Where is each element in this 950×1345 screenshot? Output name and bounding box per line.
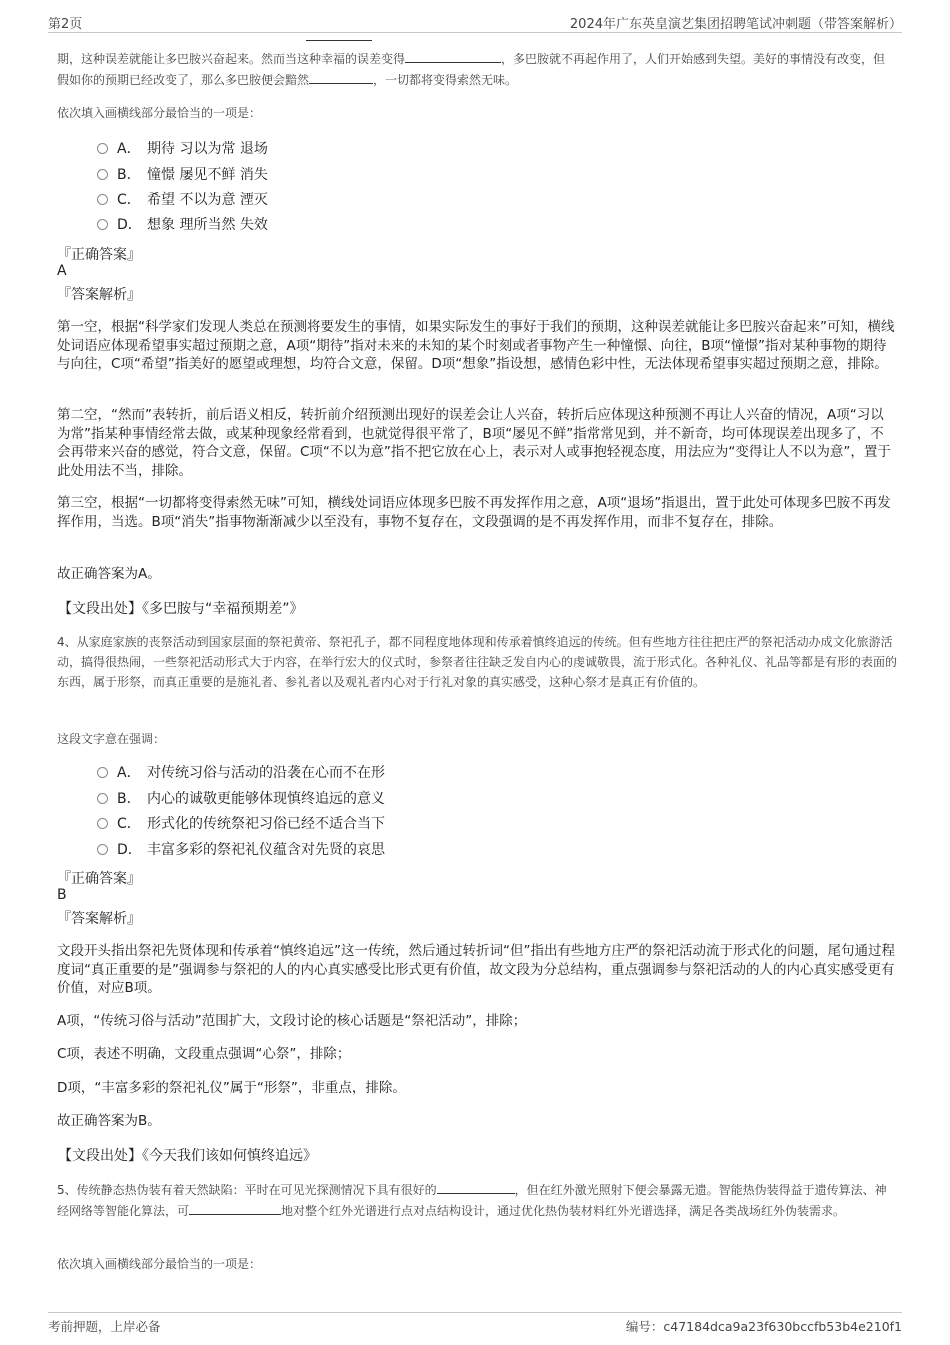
q5-prompt: 依次填入画横线部分最恰当的一项是：: [57, 1257, 262, 1271]
q3-option-a[interactable]: A． 期待 习以为常 退场: [97, 139, 268, 159]
q3-conclusion: 故正确答案为A。: [57, 566, 161, 582]
q3-prompt: 依次填入画横线部分最恰当的一项是：: [57, 106, 262, 120]
q4-option-b[interactable]: B． 内心的诚敬更能够体现慎终追远的意义: [97, 789, 385, 809]
q3-option-d[interactable]: D． 想象 理所当然 失效: [97, 215, 268, 235]
q5-stem: 5、传统静态热伪装有着天然缺陷：平时在可见光探测情况下具有很好的 ，但在红外激光照射下便会暴露无遗。智能热伪装得益于遗传算法、神经网络等智能化算法，可 地对整个红外光谱进行点对点结构设计，通过优化热伪装材料红外光谱选择，满足各类战场红外伪装需求。: [57, 1180, 897, 1222]
radio-icon[interactable]: [97, 793, 108, 804]
blank-1: [437, 1180, 515, 1194]
q4-analysis-label: 『答案解析』: [57, 911, 141, 927]
radio-icon[interactable]: [97, 818, 108, 829]
q3-source: 【文段出处】《多巴胺与“幸福预期差”》: [58, 601, 304, 617]
radio-icon[interactable]: [97, 844, 108, 855]
document-id: 编号：c47184dca9a23f630bccfb53b4e210f1: [625, 1319, 902, 1334]
q3-analysis-label: 『答案解析』: [57, 287, 141, 303]
q4-source: 【文段出处】《今天我们该如何慎终追远》: [58, 1148, 317, 1164]
blank-1: [405, 49, 501, 63]
q4-answer-label: 『正确答案』: [57, 871, 141, 887]
q4-analysis-para-2: A项，“传统习俗与活动”范围扩大，文段讨论的核心话题是“祭祀活动”，排除；: [57, 1013, 527, 1029]
q4-analysis-para-3: C项，表述不明确，文段重点强调“心祭”，排除；: [57, 1046, 351, 1062]
document-title: 2024年广东英皇演艺集团招聘笔试冲刺题（带答案解析）: [569, 17, 902, 32]
blank-2: [189, 1201, 281, 1215]
q3-option-b[interactable]: B． 憧憬 屡见不鲜 消失: [97, 165, 268, 185]
q3-option-c[interactable]: C． 希望 不以为意 湮灭: [97, 190, 268, 210]
q4-option-a[interactable]: A． 对传统习俗与活动的沿袭在心而不在形: [97, 763, 385, 783]
footer-slogan: 考前押题，上岸必备: [48, 1319, 161, 1334]
radio-icon[interactable]: [97, 143, 108, 154]
radio-icon[interactable]: [97, 194, 108, 205]
q3-answer-label: 『正确答案』: [57, 247, 141, 263]
q4-analysis-para-4: D项，“丰富多彩的祭祀礼仪”属于“形祭”，非重点，排除。: [57, 1080, 406, 1096]
q4-option-d[interactable]: D． 丰富多彩的祭祀礼仪蕴含对先贤的哀思: [97, 840, 385, 860]
blank-2: [309, 70, 373, 84]
page-header: [48, 10, 902, 33]
q4-prompt: 这段文字意在强调：: [57, 732, 166, 746]
q4-analysis-para-1: 文段开头指出祭祀先贤体现和传承着“慎终追远”这一传统，然后通过转折词“但”指出有些地方庄严的祭祀活动流于形式化的问题，尾句通过程度词“真正重要的是”强调参与祭祀的人的内心真实感受比形式更有价值，故文段为分总结构，重点强调参与祭祀活动的人的内心真实感受更有价值，对应B项。: [57, 943, 895, 996]
radio-icon[interactable]: [97, 767, 108, 778]
answer-blank-line: [306, 40, 372, 41]
q4-conclusion: 故正确答案为B。: [57, 1113, 161, 1129]
page-number: 第2页: [48, 17, 83, 32]
q4-answer: B: [57, 887, 67, 903]
q3-analysis-para-2: 第二空，“然而”表转折，前后语义相反，转折前介绍预测出现好的误差会让人兴奋，转折后应体现这种预测不再让人兴奋的情况，A项“习以为常”指某种事情经常去做，或某种现象经常看到，也就觉得很平常了，B项“屡见不鲜”指常常见到，并不新奇，均可体现误差出现多了，不会再带来兴奋的感觉，符合文意，保留。C项“不以为意”指不把它放在心上，表示对人或事抱轻视态度，用法应为“变得让人不以为意”，置于此处用法不当，排除。: [57, 407, 891, 479]
q4-stem: 4、从家庭家族的丧祭活动到国家层面的祭祀黄帝、祭祀孔子，都不同程度地体现和传承着慎终追远的传统。但有些地方往往把庄严的祭祀活动办成文化旅游活动，搞得很热闹，一些祭祀活动形式大于内容，在举行宏大的仪式时，参祭者往往缺乏发自内心的虔诚敬畏，流于形式化。各种礼仪、礼品等都是有形的表面的东西，属于形祭，而真正重要的是施礼者、参礼者以及观礼者内心对于行礼对象的真实感受，这种心祭才是真正有价值的。: [57, 635, 898, 689]
radio-icon[interactable]: [97, 169, 108, 180]
q3-analysis-para-3: 第三空，根据“一切都将变得索然无味”可知，横线处词语应体现多巴胺不再发挥作用之意，A项“退场”指退出，置于此处可体现多巴胺不再发挥作用，当选。B项“消失”指事物渐渐减少以至没有，事物不复存在，文段强调的是不再发挥作用，而非不复存在，排除。: [57, 495, 891, 530]
radio-icon[interactable]: [97, 219, 108, 230]
q3-stem: 期，这种误差就能让多巴胺兴奋起来。然而当这种幸福的误差变得 ，多巴胺就不再起作用了，人们开始感到失望。美好的事情没有改变，但假如你的预期已经改变了，那么多巴胺便会黯然 ，一切都将变得索然无味。: [57, 49, 897, 91]
q3-analysis-para-1: 第一空，根据“科学家们发现人类总在预测将要发生的事情，如果实际发生的事好于我们的预期，这种误差就能让多巴胺兴奋起来”可知，横线处词语应体现希望事实超过预期之意，A项“期待”指对未来的未知的某个时刻或者事物产生一种憧憬、向往，B项“憧憬”指对某种事物的期待与向往，C项“希望”指美好的愿望或理想，均符合文意，保留。D项“想象”指设想，感情色彩中性，无法体现希望事实超过预期之意，排除。: [57, 319, 895, 372]
q3-answer: A: [57, 263, 67, 279]
q4-option-c[interactable]: C． 形式化的传统祭祀习俗已经不适合当下: [97, 814, 385, 834]
page-footer: [48, 1312, 902, 1335]
